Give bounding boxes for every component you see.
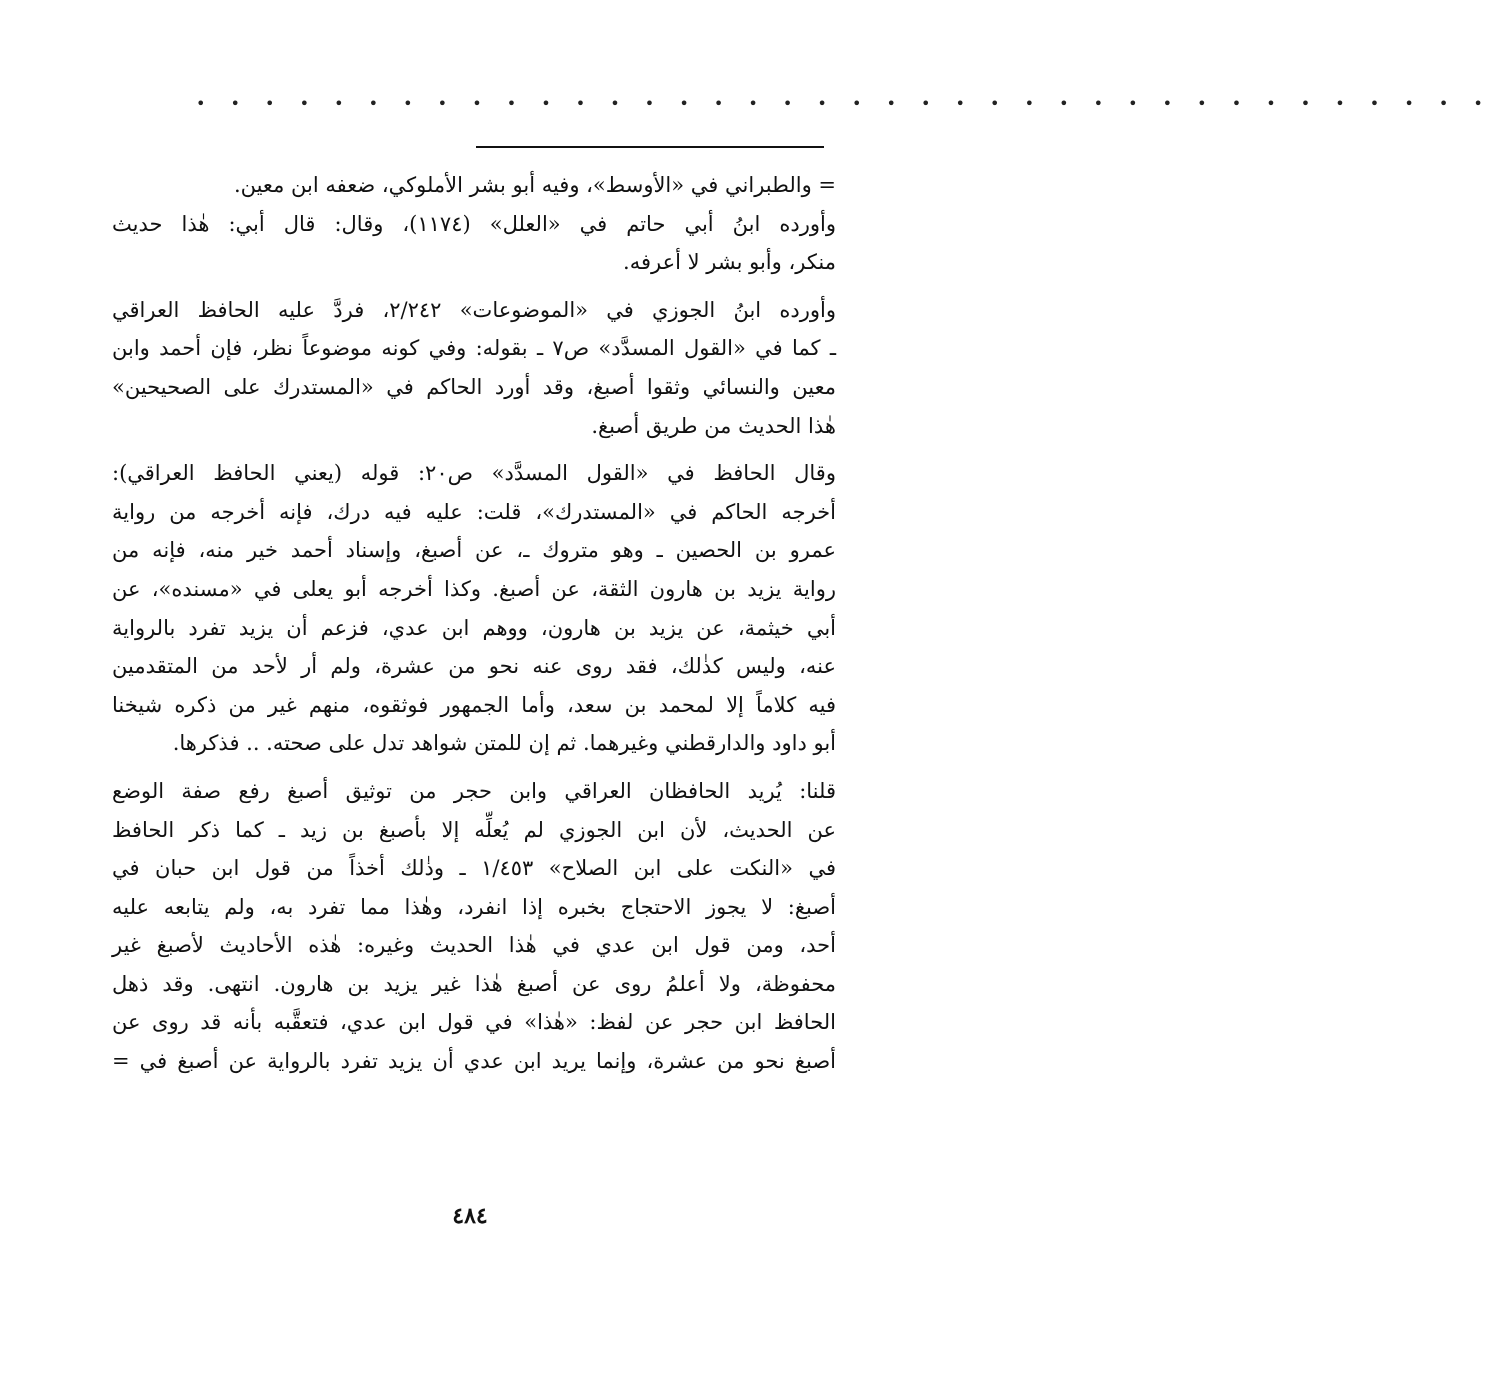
paragraph-5 bbox=[112, 772, 836, 1081]
paragraph-3 bbox=[112, 291, 836, 445]
text-line: عمرو بن الحصين ـ وهو متروك ـ، عن أصبغ، وإسناد أحمد خير منه، فإنه من bbox=[112, 538, 836, 563]
text-line: أصبغ: لا يجوز الاحتجاج بخبره إذا انفرد، وهٰذا مما تفرد به، ولم يتابعه عليه bbox=[112, 894, 836, 919]
footnote-rule bbox=[476, 146, 824, 148]
text-line: فيه كلاماً إلا لمحمد بن سعد، وأما الجمهور فوثقوه، منهم غير من ذكره شيخنا bbox=[112, 692, 836, 717]
paragraph-1 bbox=[112, 166, 836, 205]
separator-dots: • • • • • • • • • • • • • • • • • • • • • • • • • • • • • • • • • • • • • • bbox=[196, 94, 1493, 113]
text-line: عنه، وليس كذٰلك، فقد روى عنه نحو من عشرة، ولم أر لأحد من المتقدمين bbox=[112, 654, 836, 679]
text-line: منكر، وأبو بشر لا أعرفه. bbox=[623, 250, 836, 275]
text-line: هٰذا الحديث من طريق أصبغ. bbox=[591, 413, 836, 438]
text-line: أحد، ومن قول ابن عدي في هٰذا الحديث وغيره: هٰذه الأحاديث لأصبغ غير bbox=[112, 933, 836, 958]
text-line: وأورده ابنُ أبي حاتم في «العلل» (١١٧٤)، وقال: قال أبي: هٰذا حديث bbox=[112, 211, 836, 236]
text-line: معين والنسائي وثقوا أصبغ، وقد أورد الحاكم في «المستدرك على الصحيحين» bbox=[112, 374, 836, 399]
text-line: الحافظ ابن حجر عن لفظ: «هٰذا» في قول ابن عدي، فتعقَّبه بأنه قد روى عن bbox=[112, 1010, 836, 1035]
text-line: في «النكت على ابن الصلاح» ١/٤٥٣ ـ وذٰلك أخذاً من قول ابن حبان في bbox=[112, 856, 836, 881]
text-line: أبي خيثمة، عن يزيد بن هارون، ووهم ابن عدي، فزعم أن يزيد تفرد بالرواية bbox=[112, 615, 836, 640]
text-line: أخرجه الحاكم في «المستدرك»، قلت: عليه فيه درك، فإنه أخرجه من رواية bbox=[112, 499, 836, 524]
text-line: ـ كما في «القول المسدَّد» ص٧ ـ بقوله: وفي كونه موضوعاً نظر، فإن أحمد وابن bbox=[112, 336, 836, 361]
text-line: قلنا: يُريد الحافظان العراقي وابن حجر من توثيق أصبغ رفع صفة الوضع bbox=[112, 778, 836, 803]
text-line: أبو داود والدارقطني وغيرهما. ثم إن للمتن شواهد تدل على صحته. .. فذكرها. bbox=[172, 731, 836, 756]
footnotes-block bbox=[112, 166, 836, 1081]
text-line: وأورده ابنُ الجوزي في «الموضوعات» ٢/٢٤٢، فردَّ عليه الحافظ العراقي bbox=[112, 297, 836, 322]
text-line: أصبغ نحو من عشرة، وإنما يريد ابن عدي أن يزيد تفرد بالرواية عن أصبغ في = bbox=[112, 1049, 836, 1074]
page-number: ٤٨٤ bbox=[452, 1203, 488, 1229]
paragraph-2 bbox=[112, 205, 836, 282]
paragraph-4 bbox=[112, 454, 836, 763]
text-line: = والطبراني في «الأوسط»، وفيه أبو بشر الأملوكي، ضعفه ابن معين. bbox=[233, 173, 836, 197]
text-line: رواية يزيد بن هارون الثقة، عن أصبغ. وكذا أخرجه أبو يعلى في «مسنده»، عن bbox=[112, 576, 836, 601]
text-line: محفوظة، ولا أعلمُ روى عن أصبغ هٰذا غير يزيد بن هارون. انتهى. وقد ذهل bbox=[112, 971, 836, 996]
text-line: وقال الحافظ في «القول المسدَّد» ص٢٠: قوله (يعني الحافظ العراقي): bbox=[112, 461, 836, 486]
text-line: عن الحديث، لأن ابن الجوزي لم يُعلِّه إلا بأصبغ بن زيد ـ كما ذكر الحافظ bbox=[112, 817, 836, 842]
